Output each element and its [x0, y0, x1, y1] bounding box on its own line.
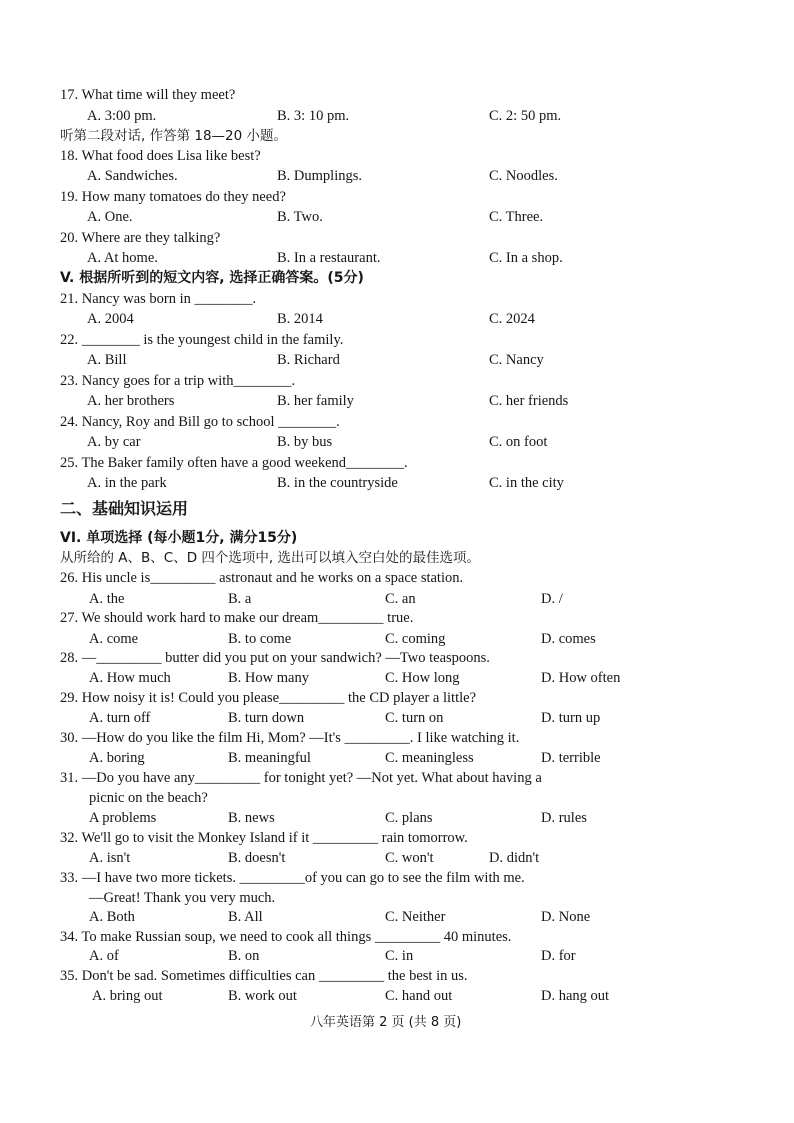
question-26-option-c: C. an: [385, 591, 416, 607]
question-30-option-a: A. boring: [89, 750, 145, 766]
question-23-option-c: C. her friends: [489, 393, 569, 409]
question-35-option-d: D. hang out: [541, 988, 610, 1004]
question-29-stem: 29. How noisy it is! Could you please_________ the CD player a little?: [60, 690, 477, 706]
question-35-option-c: C. hand out: [385, 988, 453, 1004]
question-20-option-b: B. In a restaurant.: [277, 250, 381, 266]
question-32-option-c: C. won't: [385, 850, 434, 866]
question-19-stem: 19. How many tomatoes do they need?: [60, 189, 286, 205]
question-25-option-b: B. in the countryside: [277, 475, 398, 491]
question-21-stem: 21. Nancy was born in ________.: [60, 291, 257, 307]
question-21-option-c: C. 2024: [489, 311, 535, 327]
dialog-2-instruction: 听第二段对话, 作答第 18—20 小题。: [60, 128, 288, 144]
question-30-stem: 30. —How do you like the film Hi, Mom? —It's _________. I like watching it.: [60, 730, 520, 746]
question-24-stem: 24. Nancy, Roy and Bill go to school ________.: [60, 414, 340, 430]
question-17-stem: 17. What time will they meet?: [60, 87, 236, 103]
question-28-stem: 28. —_________ butter did you put on your sandwich? —Two teaspoons.: [60, 650, 490, 666]
question-18-stem: 18. What food does Lisa like best?: [60, 148, 261, 164]
question-23-option-b: B. her family: [277, 393, 354, 409]
question-24-option-c: C. on foot: [489, 434, 548, 450]
page-footer: 八年英语第 2 页 (共 8 页): [310, 1015, 462, 1030]
question-18-option-b: B. Dumplings.: [277, 168, 362, 184]
question-29-option-a: A. turn off: [89, 710, 151, 726]
question-25-option-a: A. in the park: [87, 475, 167, 491]
question-28-option-d: D. How often: [541, 670, 621, 686]
question-32-option-d: D. didn't: [489, 850, 540, 866]
question-21-option-a: A. 2004: [87, 311, 134, 327]
question-22-option-a: A. Bill: [87, 352, 127, 368]
question-33-reply: —Great! Thank you very much.: [89, 890, 276, 906]
question-30-option-d: D. terrible: [541, 750, 601, 766]
question-27-option-c: C. coming: [385, 631, 446, 647]
question-26-option-d: D. /: [541, 591, 563, 607]
question-34-option-c: C. in: [385, 948, 414, 964]
question-24-option-a: A. by car: [87, 434, 141, 450]
question-35-option-a: A. bring out: [92, 988, 163, 1004]
question-35-stem: 35. Don't be sad. Sometimes difficulties can _________ the best in us.: [60, 968, 468, 984]
question-31-option-d: D. rules: [541, 810, 587, 826]
question-29-option-b: B. turn down: [228, 710, 305, 726]
question-28-option-a: A. How much: [89, 670, 171, 686]
question-26-stem: 26. His uncle is_________ astronaut and he works on a space station.: [60, 570, 464, 586]
question-34-option-a: A. of: [89, 948, 119, 964]
question-31-stem: 31. —Do you have any_________ for tonight yet? —Not yet. What about having a: [60, 770, 542, 786]
question-33-option-d: D. None: [541, 909, 591, 925]
question-27-option-b: B. to come: [228, 631, 292, 647]
question-33-option-c: C. Neither: [385, 909, 446, 925]
question-23-option-a: A. her brothers: [87, 393, 175, 409]
question-35-option-b: B. work out: [228, 988, 297, 1004]
question-26-option-b: B. a: [228, 591, 252, 607]
question-21-option-b: B. 2014: [277, 311, 323, 327]
question-29-option-c: C. turn on: [385, 710, 444, 726]
question-25-stem: 25. The Baker family often have a good weekend________.: [60, 455, 408, 471]
question-33-stem: 33. —I have two more tickets. _________of you can go to see the film with me.: [60, 870, 525, 886]
question-23-stem: 23. Nancy goes for a trip with________.: [60, 373, 296, 389]
part-2-title: 二、基础知识运用: [60, 499, 189, 518]
question-19-option-b: B. Two.: [277, 209, 323, 225]
question-25-option-c: C. in the city: [489, 475, 564, 491]
question-22-stem: 22. ________ is the youngest child in the family.: [60, 332, 344, 348]
question-29-option-d: D. turn up: [541, 710, 601, 726]
question-30-option-b: B. meaningful: [228, 750, 311, 766]
question-31-option-a: A problems: [89, 810, 157, 826]
question-32-option-b: B. doesn't: [228, 850, 286, 866]
question-27-option-a: A. come: [89, 631, 139, 647]
question-19-option-a: A. One.: [87, 209, 133, 225]
question-22-option-b: B. Richard: [277, 352, 340, 368]
question-19-option-c: C. Three.: [489, 209, 544, 225]
question-33-option-b: B. All: [228, 909, 263, 925]
question-32-option-a: A. isn't: [89, 850, 131, 866]
question-20-stem: 20. Where are they talking?: [60, 230, 221, 246]
question-30-option-c: C. meaningless: [385, 750, 474, 766]
question-31-option-b: B. news: [228, 810, 275, 826]
question-31-option-c: C. plans: [385, 810, 433, 826]
section-vi-instruction: 从所给的 A、B、C、D 四个选项中, 选出可以填入空白处的最佳选项。: [60, 550, 480, 566]
question-22-option-c: C. Nancy: [489, 352, 544, 368]
section-vi-title: VI. 单项选择 (每小题1分, 满分15分): [60, 530, 298, 546]
question-32-stem: 32. We'll go to visit the Monkey Island if it _________ rain tomorrow.: [60, 830, 468, 846]
question-34-stem: 34. To make Russian soup, we need to cook all things _________ 40 minutes.: [60, 929, 512, 945]
question-28-option-c: C. How long: [385, 670, 460, 686]
question-27-option-d: D. comes: [541, 631, 596, 647]
question-27-stem: 27. We should work hard to make our dream_________ true.: [60, 610, 414, 626]
question-18-option-c: C. Noodles.: [489, 168, 558, 184]
question-34-option-b: B. on: [228, 948, 260, 964]
question-31-stem-continued: picnic on the beach?: [89, 790, 208, 806]
question-17-option-c: C. 2: 50 pm.: [489, 108, 562, 124]
question-33-option-a: A. Both: [89, 909, 135, 925]
question-17-option-b: B. 3: 10 pm.: [277, 108, 350, 124]
question-18-option-a: A. Sandwiches.: [87, 168, 178, 184]
question-17-option-a: A. 3:00 pm.: [87, 108, 157, 124]
section-v-title: V. 根据所听到的短文内容, 选择正确答案。(5分): [60, 270, 364, 286]
question-24-option-b: B. by bus: [277, 434, 333, 450]
question-26-option-a: A. the: [89, 591, 125, 607]
question-20-option-a: A. At home.: [87, 250, 158, 266]
question-20-option-c: C. In a shop.: [489, 250, 563, 266]
question-34-option-d: D. for: [541, 948, 576, 964]
question-28-option-b: B. How many: [228, 670, 309, 686]
